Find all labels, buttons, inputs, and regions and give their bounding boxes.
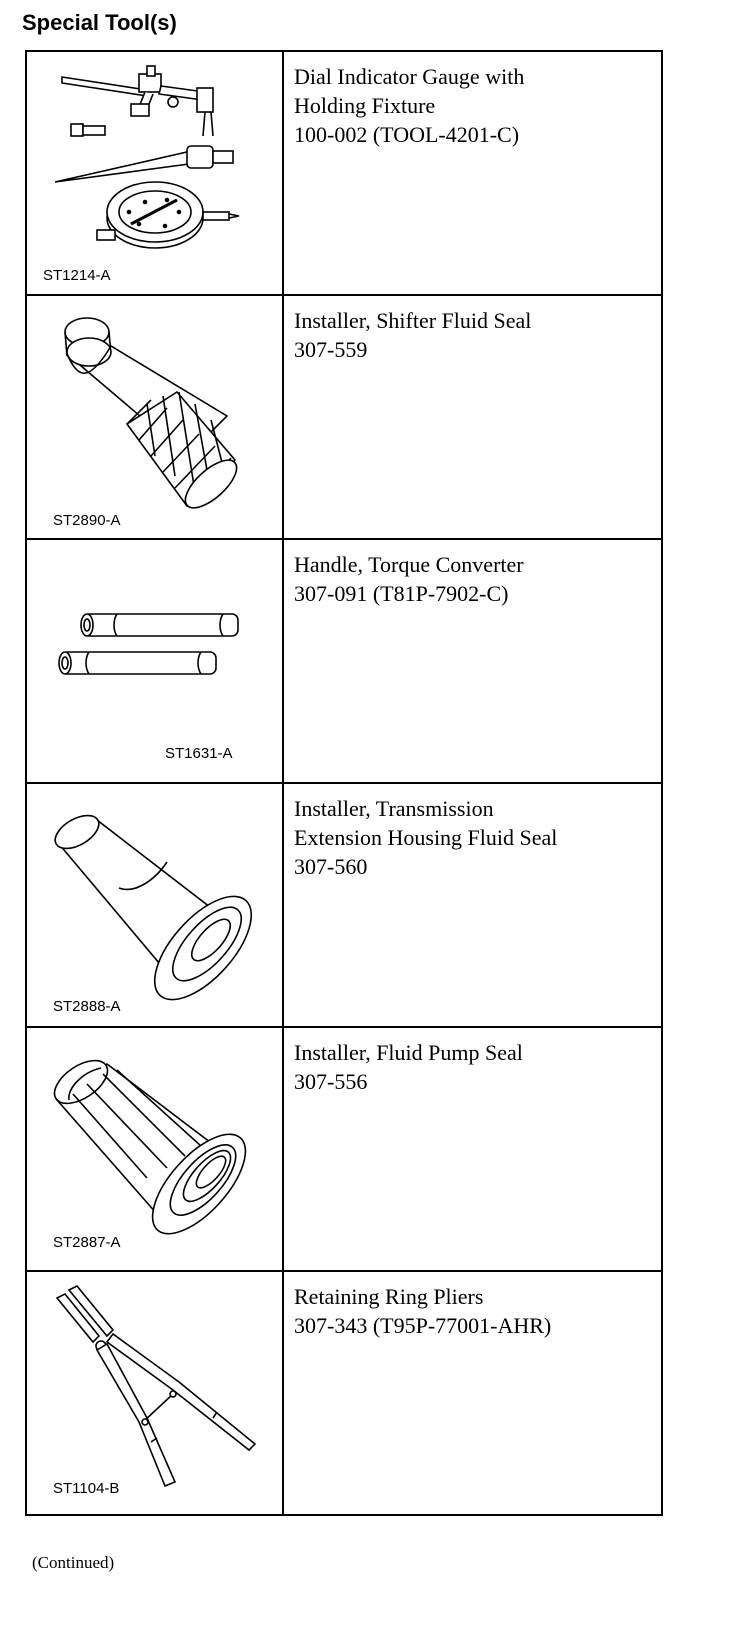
continued-note: (Continued)	[32, 1553, 115, 1572]
tool-description-cell	[283, 51, 662, 295]
tool-name: Handle, Torque Converter	[294, 552, 524, 577]
table-row	[26, 1027, 662, 1271]
tool-name: Installer, Fluid Pump Seal	[294, 1040, 523, 1065]
illustration-code: ST2890-A	[53, 512, 121, 529]
table-row	[26, 1271, 662, 1515]
tool-description-cell	[283, 783, 662, 1027]
tool-number: 307-559	[294, 337, 368, 362]
tool-name: Dial Indicator Gauge with	[294, 64, 525, 89]
table-row	[26, 295, 662, 539]
section-heading: Special Tool(s)	[22, 10, 177, 35]
tool-number: 100-002 (TOOL-4201-C)	[294, 122, 520, 147]
tool-description-cell	[283, 295, 662, 539]
tool-illustration-cell	[26, 295, 283, 539]
tool-name: Holding Fixture	[294, 93, 436, 118]
special-tools-table	[25, 50, 663, 1516]
tool-name: Extension Housing Fluid Seal	[294, 825, 558, 850]
tool-number: 307-091 (T81P-7902-C)	[294, 581, 509, 606]
tool-description-cell	[283, 1027, 662, 1271]
shifter-seal-installer-icon	[27, 296, 282, 540]
tool-illustration-cell	[26, 539, 283, 783]
tool-name: Installer, Transmission	[294, 796, 494, 821]
illustration-code: ST1214-A	[43, 267, 111, 284]
tool-name: Retaining Ring Pliers	[294, 1284, 484, 1309]
table-row	[26, 783, 662, 1027]
table-row	[26, 539, 662, 783]
tool-number: 307-556	[294, 1069, 368, 1094]
illustration-code: ST1631-A	[165, 745, 233, 762]
tool-illustration-cell	[26, 1271, 283, 1515]
tool-description-cell	[283, 539, 662, 783]
tool-illustration-cell	[26, 51, 283, 295]
illustration-code: ST2888-A	[53, 998, 121, 1015]
illustration-code: ST2887-A	[53, 1234, 121, 1251]
dial-indicator-icon	[27, 52, 282, 296]
tool-illustration-cell	[26, 1027, 283, 1271]
tool-description-cell	[283, 1271, 662, 1515]
illustration-code: ST1104-B	[53, 1480, 120, 1497]
table-row	[26, 51, 662, 295]
tool-name: Installer, Shifter Fluid Seal	[294, 308, 532, 333]
tool-illustration-cell	[26, 783, 283, 1027]
tool-number: 307-343 (T95P-77001-AHR)	[294, 1313, 552, 1338]
tool-number: 307-560	[294, 854, 368, 879]
extension-housing-seal-installer-icon	[27, 784, 282, 1028]
torque-converter-handle-icon	[27, 540, 282, 784]
